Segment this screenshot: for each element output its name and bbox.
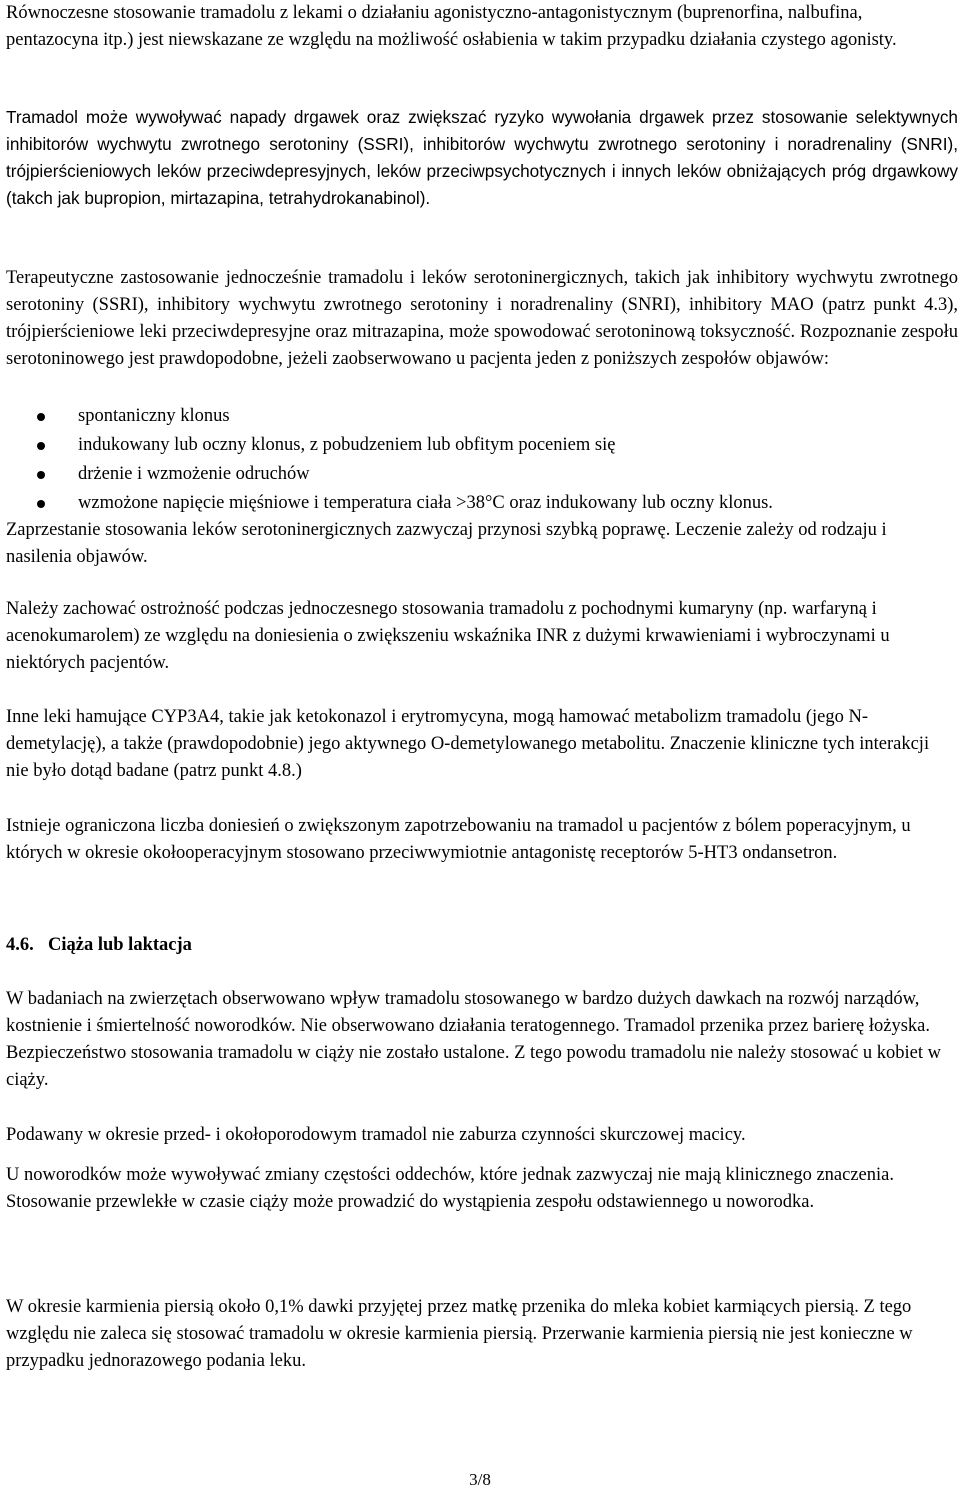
bullet-icon [37, 442, 45, 450]
list-item-text: drżenie i wzmożenie odruchów [78, 464, 310, 484]
list-item-text: wzmożone napięcie mięśniowe i temperatura ciała >38°C oraz indukowany lub oczny klonus. [78, 493, 773, 513]
page-number: 3/8 [469, 1470, 491, 1489]
bullet-icon [37, 413, 45, 421]
section-heading [6, 932, 192, 959]
paragraph-discontinuation: Zaprzestanie stosowania leków serotoninergicznych zazwyczaj przynosi szybką poprawę. Leczenie zależy od rodzaju i nasilenia objawów. [6, 520, 887, 567]
section-title: Ciąża lub laktacja [48, 935, 192, 955]
paragraph-animal-studies: W badaniach na zwierzętach obserwowano wpływ tramadolu stosowanego w bardzo dużych dawkach na rozwój narządów, kostnienie i śmiertelność noworodków. Nie obserwowano działania teratogennego. Tramadol przenika przez barierę łożyska. Bezpieczeństwo stosowania tramadolu w ciąży nie zostało ustalone. Z tego powodu tramadolu nie należy stosować u kobiet w ciąży. [6, 989, 942, 1090]
section-number: 4.6. [6, 935, 34, 955]
list-item [6, 431, 958, 460]
list-item-text: indukowany lub oczny klonus, z pobudzeniem lub obfitym poceniem się [78, 435, 616, 455]
symptom-list [6, 402, 958, 518]
paragraph-coumarin: Należy zachować ostrożność podczas jednoczesnego stosowania tramadolu z pochodnymi kumaryny (np. warfaryną i acenokumarolem) ze względu na doniesienia o zwiększeniu wskaźnika INR z dużymi krwawieniami i wybroczynami u niektórych pacjentów. [6, 599, 890, 673]
list-item-text: spontaniczny klonus [78, 406, 230, 426]
paragraph-breastfeeding: W okresie karmienia piersią około 0,1% dawki przyjętej przez matkę przenika do mleka kobiet karmiących piersią. Z tego względu nie zaleca się stosować tramadolu w okresie karmienia piersią. Przerwanie karmienia piersią nie jest konieczne w przypadku jednorazowego podania leku. [6, 1297, 913, 1371]
paragraph-labor: Podawany w okresie przed- i okołoporodowym tramadol nie zaburza czynności skurczowej macicy. [6, 1125, 746, 1145]
paragraph-ondansetron: Istnieje ograniczona liczba doniesień o zwiększonym zapotrzebowaniu na tramadol u pacjentów z bólem poperacyjnym, u których w okresie okołooperacyjnym stosowano przeciwwymiotnie antagonistę receptorów 5-HT3 ondansetron. [6, 816, 911, 863]
list-item [6, 402, 958, 431]
paragraph-seizures: Tramadol może wywoływać napady drgawek oraz zwiększać ryzyko wywołania drgawek przez stosowanie selektywnych inhibitorów wychwytu zwrotnego serotoniny (SSRI), inhibitorów wychwytu zwrotnego serotoniny i noradrenaliny (SNRI), trójpierścieniowych leków przeciwdepresyjnych, leków przeciwpsychotycznych i innych leków obniżających próg drgawkowy (takch jak bupropion, mirtazapina, tetrahydrokanabinol). [6, 107, 958, 208]
list-item [6, 489, 958, 518]
bullet-icon [37, 500, 45, 508]
bullet-icon [37, 471, 45, 479]
list-item [6, 460, 958, 489]
paragraph-newborns: U noworodków może wywoływać zmiany częstości oddechów, które jednak zazwyczaj nie mają klinicznego znaczenia. Stosowanie przewlekłe w czasie ciąży może prowadzić do wystąpienia zespołu odstawiennego u noworodka. [6, 1165, 894, 1212]
paragraph-cyp3a4: Inne leki hamujące CYP3A4, takie jak ketokonazol i erytromycyna, mogą hamować metabolizm tramadolu (jego N-demetylację), a także (prawdopodobnie) jego aktywnego O-demetylowanego metabolitu. Znaczenie kliniczne tych interakcji nie było dotąd badane (patrz punkt 4.8.) [6, 707, 930, 781]
paragraph-serotonin-syndrome: Terapeutyczne zastosowanie jednocześnie tramadolu i leków serotoninergicznych, takich jak inhibitory wychwytu zwrotnego serotoniny (SSRI), inhibitory wychwytu zwrotnego serotoniny i noradrenaliny (SNRI), inhibitory MAO (patrz punkt 4.3), trójpierścieniowe leki przeciwdepresyjne oraz mitrazapina, może spowodować serotoninową toksyczność. Rozpoznanie zespołu serotoninowego jest prawdopodobne, jeżeli zaobserwowano u pacjenta jeden z poniższych zespołów objawów: [6, 268, 958, 369]
paragraph-agonist-antagonist: Równoczesne stosowanie tramadolu z lekami o działaniu agonistyczno-antagonistycznym (buprenorfina, nalbufina, pentazocyna itp.) jest niewskazane ze względu na możliwość osłabienia w takim przypadku działania czystego agonisty. [6, 3, 897, 50]
